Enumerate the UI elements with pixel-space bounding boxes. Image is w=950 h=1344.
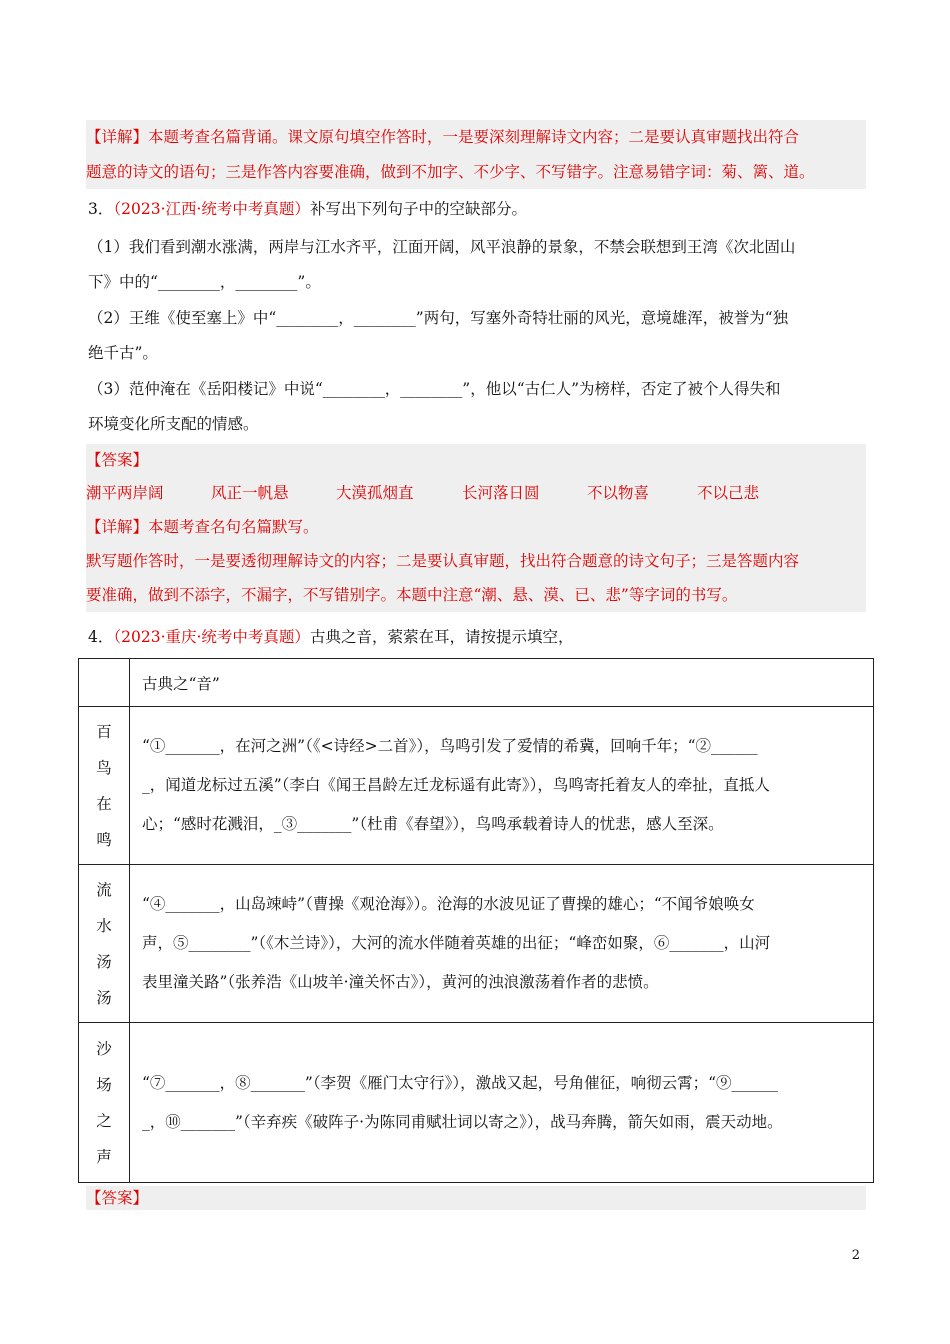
category-char: 鸟 — [96, 758, 112, 777]
table-row — [79, 1023, 874, 1183]
q3-item1-line2: 下》中的“________，________”。 — [88, 273, 321, 291]
q3-item3-line2: 环境变化所支配的情感。 — [88, 415, 259, 433]
q3-item2-line2: 绝千古”。 — [88, 344, 158, 362]
previous-detail-block — [86, 120, 866, 189]
content-cell — [130, 865, 874, 1023]
category-cell — [79, 707, 130, 865]
content-line: “⑦_______，⑧_______”（李贺《雁门太守行》），激战又起，号角催征，响彻云霄；“⑨______ — [142, 1073, 779, 1092]
category-cell — [79, 865, 130, 1023]
header-empty-cell — [79, 659, 130, 707]
header-text: 古典之“音” — [142, 674, 220, 693]
answer-label: 【答案】 — [86, 451, 149, 469]
q4-answer-block — [86, 1186, 866, 1210]
category-char: 之 — [96, 1111, 112, 1130]
category-char: 流 — [96, 880, 112, 899]
question-4-title — [88, 620, 573, 654]
answer-row — [86, 476, 866, 510]
content-line: 心；“感时花溅泪，_③_______”（杜甫《春望》），鸟鸣承载着诗人的忧悲，感人至深。 — [142, 815, 724, 833]
content-line: 表里潼关路”（张养浩《山坡羊·潼关怀古》），黄河的浊浪激荡着作者的悲愤。 — [142, 973, 659, 991]
question-source: （2023·江西·统考中考真题） — [113, 200, 310, 218]
category-char: 汤 — [96, 952, 112, 971]
content-line: _，⑩_______”（辛弃疾《破阵子·为陈同甫赋壮词以寄之》），战马奔腾，箭矢如雨，震天动地。 — [142, 1112, 783, 1131]
content-line: 声，⑤________”（《木兰诗》），大河的流水伴随着英雄的出征；“峰峦如聚，⑥_______，山河 — [142, 934, 771, 952]
detail-line: 题意的诗文的语句；三是作答内容要准确，做到不加字、不少字、不写错字。注意易错字词：菊、篱、道。 — [86, 162, 815, 181]
category-cell — [79, 1023, 130, 1183]
table-row — [79, 865, 874, 1023]
content-line: “④_______，山岛竦峙”（曹操《观沧海》）。沧海的水波见证了曹操的雄心；“不闻爷娘唤女 — [142, 895, 755, 913]
question-number: 4． — [88, 628, 114, 646]
q4-table — [78, 658, 874, 1183]
page-number: 2 — [851, 1248, 860, 1263]
content-line: _，闻道龙标过五溪”（李白《闻王昌龄左迁龙标遥有此寄》），鸟鸣寄托着友人的牵扯，直抵人 — [142, 776, 770, 794]
answer-item: 不以己悲 — [697, 484, 760, 502]
question-number: 3． — [88, 200, 114, 218]
detail-line: 默写题作答时，一是要透彻理解诗文的内容；二是要认真审题，找出符合题意的诗文句子；三是答题内容 — [86, 552, 800, 570]
answer-item: 风正一帆悬 — [211, 484, 289, 502]
answer-item: 长河落日圆 — [462, 484, 540, 502]
answer-item: 不以物喜 — [587, 484, 650, 502]
detail-line: 要准确，做到不添字，不漏字，不写错别字。本题中注意“潮、悬、漠、已、悲”等字词的书写。 — [86, 586, 738, 604]
question-source: （2023·重庆·统考中考真题） — [113, 628, 310, 646]
table-row — [79, 707, 874, 865]
category-char: 水 — [96, 916, 112, 935]
category-char: 百 — [96, 722, 112, 741]
q3-item1-line1: （1）我们看到潮水涨满，两岸与江水齐平，江面开阔，风平浪静的景象，不禁会联想到王湾《次北固山 — [88, 238, 796, 256]
category-char: 声 — [96, 1147, 112, 1166]
answer-item: 潮平两岸阔 — [86, 484, 164, 502]
table-header-row — [79, 659, 874, 707]
content-cell — [130, 1023, 874, 1183]
content-line: “①_______，在河之洲”（《<诗经>二首》），鸟鸣引发了爱情的希冀，回响千年；“②______ — [142, 737, 758, 755]
answer-item: 大漠孤烟直 — [336, 484, 414, 502]
q3-item3-line1: （3）范仲淹在《岳阳楼记》中说“________，________”，他以“古仁人”为榜样，否定了被个人得失和 — [88, 380, 781, 398]
category-char: 汤 — [96, 988, 112, 1007]
content-cell — [130, 707, 874, 865]
category-char: 在 — [96, 794, 112, 813]
q3-answer-block — [86, 444, 866, 612]
detail-line: 【详解】本题考查名篇背诵。课文原句填空作答时，一是要深刻理解诗文内容；二是要认真审题找出符合 — [86, 128, 800, 146]
category-char: 鸣 — [96, 830, 112, 849]
category-char: 场 — [96, 1075, 112, 1094]
answer-label: 【答案】 — [86, 1189, 149, 1207]
question-prompt: 补写出下列句子中的空缺部分。 — [309, 200, 527, 218]
question-3-title — [88, 192, 527, 226]
header-cell — [130, 659, 874, 707]
question-prompt: 古典之音，萦萦在耳，请按提示填空， — [309, 628, 574, 646]
category-char: 沙 — [96, 1039, 112, 1058]
detail-line: 【详解】本题考查名句名篇默写。 — [86, 518, 319, 536]
q3-item2-line1: （2）王维《使至塞上》中“________，________”两句，写塞外奇特壮丽的风光，意境雄浑，被誉为“独 — [88, 309, 789, 327]
